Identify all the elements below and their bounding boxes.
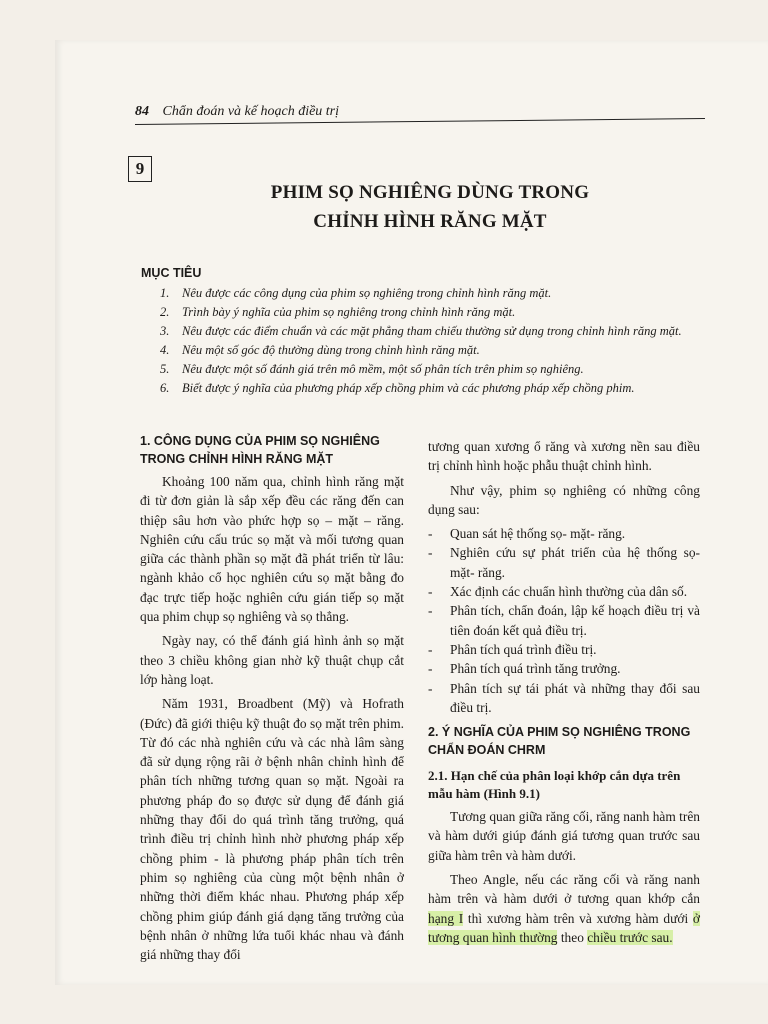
objective-item: 2. Trình bày ý nghĩa của phim sọ nghiêng trong chỉnh hình răng mặt.	[160, 305, 516, 319]
highlighted-text: ở tương quan hình thường	[428, 910, 700, 945]
right-column	[428, 437, 700, 952]
objective-item: 6. Biết được ý nghĩa của phương pháp xếp chồng phim và các phương pháp xếp chồng phim.	[160, 381, 635, 395]
objective-item: 3. Nêu được các điểm chuẩn và các mặt phẳng tham chiếu thường sử dụng trong chỉnh hình răng mặt.	[160, 324, 682, 338]
objectives-list	[160, 284, 700, 398]
list-item: - Phân tích quá trình điều trị.	[428, 641, 597, 657]
objective-item: 1. Nêu được các công dụng của phim sọ nghiêng trong chỉnh hình răng mặt.	[160, 286, 552, 300]
chapter-title-line-2: CHỈNH HÌNH RĂNG MẶT	[313, 211, 547, 232]
section-2-heading: 2. Ý NGHĨA CỦA PHIM SỌ NGHIÊNG TRONG CHẨN ĐOÁN CHRM	[428, 725, 691, 758]
page-number: 84	[135, 104, 149, 119]
paragraph: Năm 1931, Broadbent (Mỹ) và Hofrath (Đức) đã giới thiệu kỹ thuật đo sọ mặt trên phim. Từ đó các nhà nghiên cứu và các nhà lâm sàng đã sử dụng rộng rãi ở bệnh nhân chỉnh hình để phân tích những tương quan sọ mặt. Ngoài ra phương pháp đo sọ được sử dụng để đánh giá những thay đổi do quá trình tăng trưởng, quá trình điều trị chỉnh hình nhờ phương pháp xếp chồng phim - là phương pháp phân tích trên phim sọ nghiêng của cùng một bệnh nhân ở những thời điểm khác nhau. Phương pháp xếp chồng phim giúp đánh giá dạng tăng trưởng của bệnh nhân ở những lứa tuổi khác nhau và đánh giá những thay đổi	[140, 696, 404, 963]
objectives-heading: MỤC TIÊU	[141, 266, 202, 280]
running-title: Chẩn đoán và kế hoạch điều trị	[162, 104, 340, 119]
list-item: - Phân tích quá trình tăng trưởng.	[428, 661, 621, 677]
chapter-title	[160, 178, 700, 236]
paragraph: Ngày nay, có thể đánh giá hình ảnh sọ mặt theo 3 chiều không gian nhờ kỹ thuật chụp cắt lớp hàng loạt.	[140, 633, 404, 687]
objective-item: 4. Nêu một số góc độ thường dùng trong chỉnh hình răng mặt.	[160, 343, 480, 357]
left-column	[140, 432, 404, 969]
chapter-title-line-1: PHIM SỌ NGHIÊNG DÙNG TRONG	[270, 182, 590, 203]
paragraph: tương quan xương ổ răng và xương nền sau điều trị chỉnh hình hoặc phẫu thuật chỉnh hình.	[428, 439, 700, 474]
paragraph: Khoảng 100 năm qua, chỉnh hình răng mặt đi từ đơn giản là sắp xếp đều các răng đến can thiệp sâu hơn vào phức hợp sọ – mặt – răng. Nghiên cứu cấu trúc sọ mặt và mối tương quan giữa các thành phần sọ mặt đã phát triển từ lâu: ngành khảo cổ học nghiên cứu sọ mặt bằng đo đạc trực tiếp hoặc nghiên cứu gián tiếp sọ mặt qua phim chụp sọ nghiêng và sọ thẳng.	[140, 474, 404, 625]
list-item: - Phân tích, chẩn đoán, lập kế hoạch điều trị và tiên đoán kết quả điều trị.	[428, 603, 700, 638]
paragraph: Như vậy, phim sọ nghiêng có những công dụng sau:	[428, 482, 700, 517]
list-item: - Quan sát hệ thống sọ- mặt- răng.	[428, 526, 626, 542]
objective-item: 5. Nêu được một số đánh giá trên mô mềm, một số phân tích trên phim sọ nghiêng.	[160, 362, 584, 376]
subsection-2-1-heading: 2.1. Hạn chế của phân loại khớp cắn dựa trên mẫu hàm (Hình 9.1)	[428, 768, 681, 802]
uses-list	[428, 524, 700, 717]
running-header	[135, 104, 705, 120]
list-item: - Phân tích sự tái phát và những thay đổi sau điều trị.	[428, 680, 700, 715]
section-1-heading: 1. CÔNG DỤNG CỦA PHIM SỌ NGHIÊNG TRONG CHỈNH HÌNH RĂNG MẶT	[140, 434, 380, 466]
list-item: - Nghiên cứu sự phát triển của hệ thống sọ- mặt- răng.	[428, 545, 700, 580]
paragraph: Tương quan giữa răng cối, răng nanh hàm trên và hàm dưới giúp đánh giá tương quan trước sau giữa hàm trên và hàm dưới.	[428, 809, 700, 863]
highlighted-text: hạng I	[428, 910, 464, 926]
chapter-number-box: 9	[128, 156, 152, 182]
highlighted-text: chiều trước sau.	[587, 929, 673, 945]
list-item: - Xác định các chuẩn hình thường của dân số.	[428, 584, 688, 600]
paragraph: Theo Angle, nếu các răng cối và răng nanh hàm trên và hàm dưới ở tương quan khớp cắn hạng I thì xương hàm trên và xương hàm dưới ở tương quan hình thường theo chiều trước sau.	[428, 872, 700, 945]
